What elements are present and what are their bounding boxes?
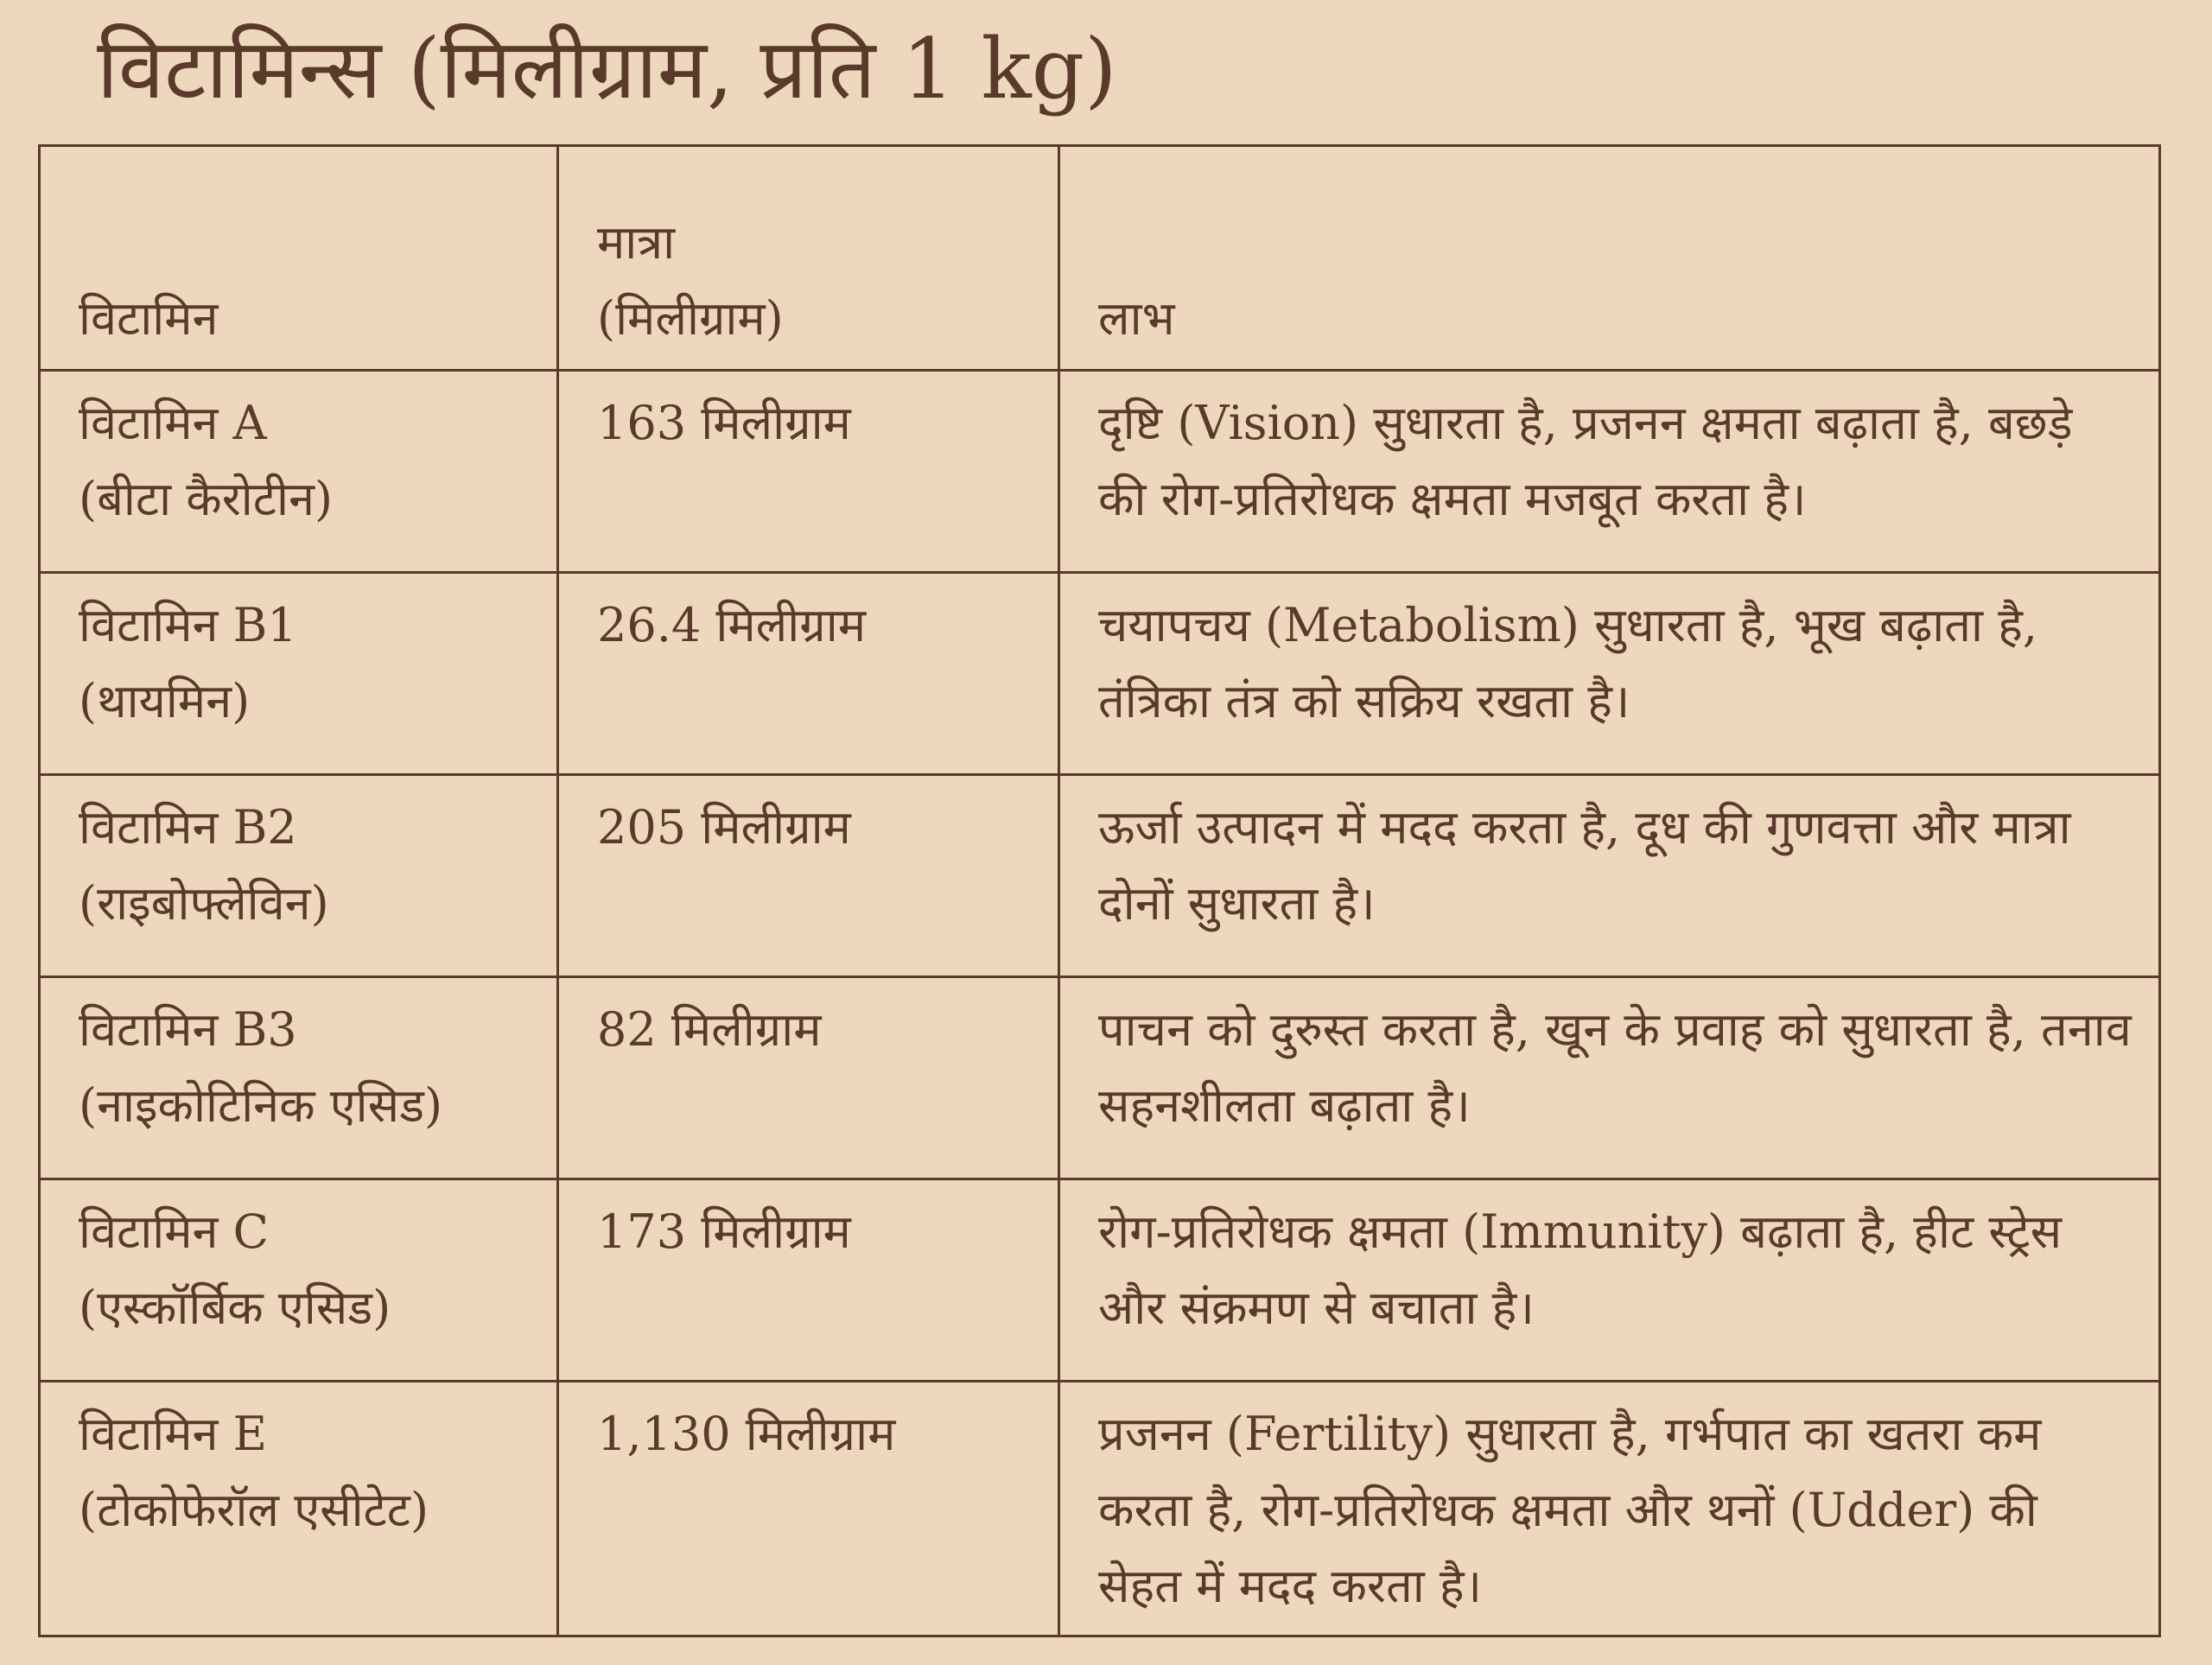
amount-cell: 163 मिलीग्राम bbox=[558, 371, 1059, 573]
vitamins-table bbox=[38, 144, 2161, 1637]
benefit-cell: ऊर्जा उत्पादन में मदद करता है, दूध की गुणवत्ता और मात्रा दोनों सुधारता है। bbox=[1059, 775, 2160, 977]
vitamin-chemical: (नाइकोटिनिक एसिड) bbox=[79, 1078, 443, 1133]
header-benefit: लाभ bbox=[1059, 146, 2160, 371]
vitamin-cell bbox=[40, 977, 558, 1179]
amount-cell: 82 मिलीग्राम bbox=[558, 977, 1059, 1179]
benefit-cell: चयापचय (Metabolism) सुधारता है, भूख बढ़ाता है, तंत्रिका तंत्र को सक्रिय रखता है। bbox=[1059, 573, 2160, 775]
header-amount-line1: मात्रा bbox=[597, 215, 676, 270]
table-row bbox=[40, 1382, 2160, 1636]
table-header-row bbox=[40, 146, 2160, 371]
header-amount bbox=[558, 146, 1059, 371]
vitamin-cell bbox=[40, 775, 558, 977]
vitamin-chemical: (बीटा कैरोटीन) bbox=[79, 472, 334, 526]
vitamin-name: विटामिन B1 bbox=[79, 598, 297, 652]
vitamin-cell bbox=[40, 1382, 558, 1636]
vitamin-name: विटामिन C bbox=[79, 1204, 269, 1259]
header-amount-line2: (मिलीग्राम) bbox=[597, 291, 784, 346]
vitamin-chemical: (थायमिन) bbox=[79, 674, 251, 728]
vitamin-name: विटामिन B3 bbox=[79, 1002, 297, 1057]
table-row bbox=[40, 775, 2160, 977]
vitamin-name: विटामिन B2 bbox=[79, 800, 297, 855]
vitamin-chemical: (राइबोफ्लेविन) bbox=[79, 876, 329, 931]
vitamin-cell bbox=[40, 371, 558, 573]
amount-cell: 26.4 मिलीग्राम bbox=[558, 573, 1059, 775]
vitamin-cell bbox=[40, 1179, 558, 1382]
amount-cell: 173 मिलीग्राम bbox=[558, 1179, 1059, 1382]
vitamin-cell bbox=[40, 573, 558, 775]
header-vitamin: विटामिन bbox=[40, 146, 558, 371]
amount-cell: 205 मिलीग्राम bbox=[558, 775, 1059, 977]
page-title: विटामिन्स (मिलीग्राम, प्रति 1 kg) bbox=[97, 21, 1117, 118]
vitamin-chemical: (एस्कॉर्बिक एसिड) bbox=[79, 1281, 391, 1335]
table-row bbox=[40, 1179, 2160, 1382]
table-row bbox=[40, 371, 2160, 573]
table-row bbox=[40, 573, 2160, 775]
benefit-cell: पाचन को दुरुस्त करता है, खून के प्रवाह को सुधारता है, तनाव सहनशीलता बढ़ाता है। bbox=[1059, 977, 2160, 1179]
benefit-cell: रोग-प्रतिरोधक क्षमता (Immunity) बढ़ाता है, हीट स्ट्रेस और संक्रमण से बचाता है। bbox=[1059, 1179, 2160, 1382]
benefit-cell: दृष्टि (Vision) सुधारता है, प्रजनन क्षमता बढ़ाता है, बछड़े की रोग-प्रतिरोधक क्षमता मजबूत करता है। bbox=[1059, 371, 2160, 573]
vitamin-name: विटामिन A bbox=[79, 396, 267, 450]
vitamin-name: विटामिन E bbox=[79, 1407, 268, 1461]
amount-cell: 1,130 मिलीग्राम bbox=[558, 1382, 1059, 1636]
vitamin-chemical: (टोकोफेरॉल एसीटेट) bbox=[79, 1483, 429, 1537]
table-row bbox=[40, 977, 2160, 1179]
benefit-cell: प्रजनन (Fertility) सुधारता है, गर्भपात का खतरा कम करता है, रोग-प्रतिरोधक क्षमता और थनों (Udder) की सेहत में मदद करता है। bbox=[1059, 1382, 2160, 1636]
